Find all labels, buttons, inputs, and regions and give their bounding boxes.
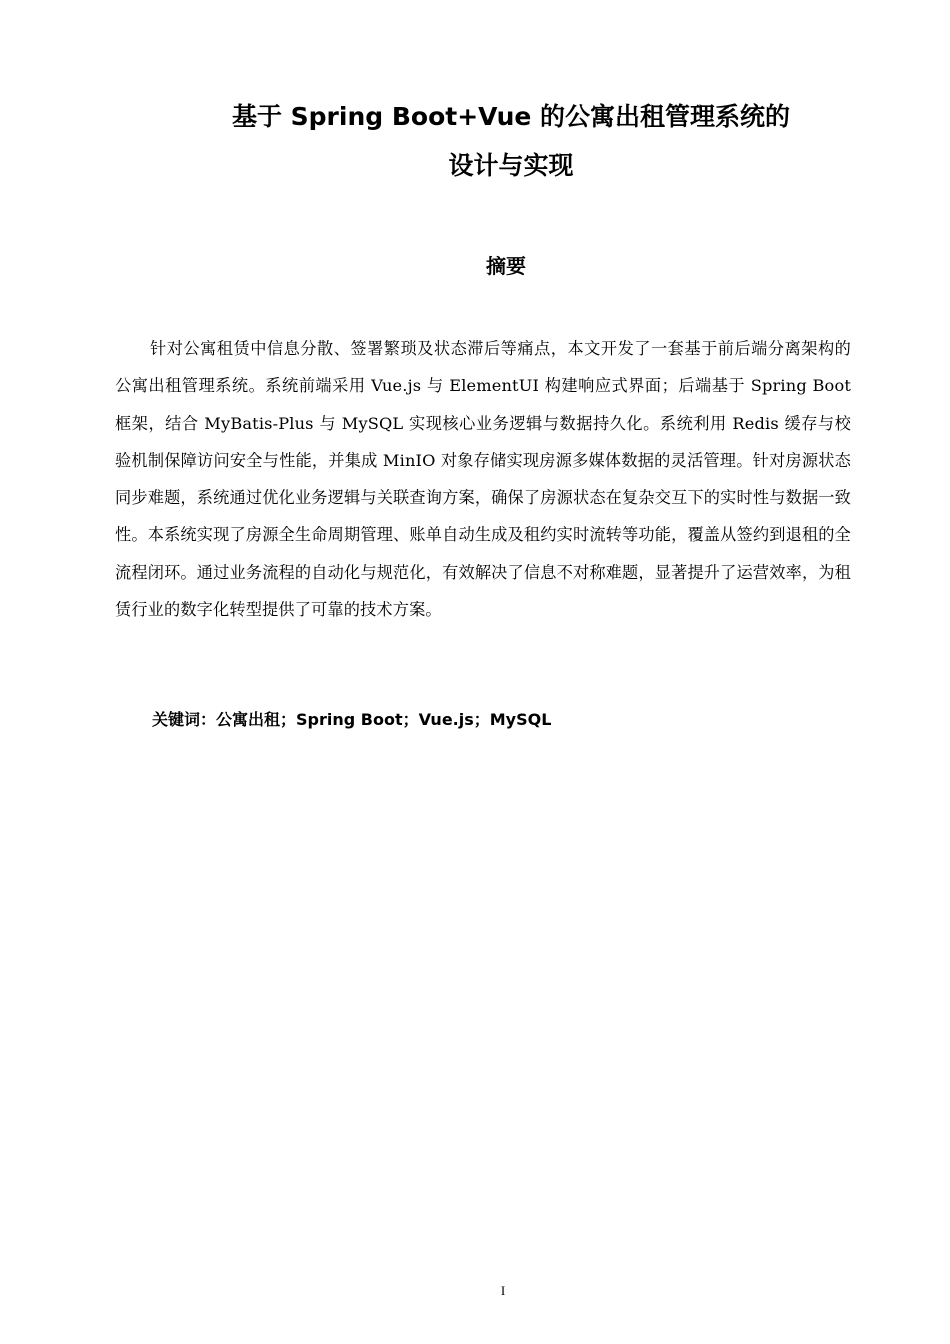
keywords-line: [152, 706, 551, 734]
abstract-body: 针对公寓租赁中信息分散、签署繁琐及状态滞后等痛点，本文开发了一套基于前后端分离架构的公寓出租管理系统。系统前端采用 Vue.js 与 ElementUI 构建响应式界面；后端基于 Spring Boot 框架，结合 MyBatis-Plus 与 MySQL 实现核心业务逻辑与数据持久化。系统利用 Redis 缓存与校验机制保障访问安全与性能，并集成 MinIO 对象存储实现房源多媒体数据的灵活管理。针对房源状态同步难题，系统通过优化业务逻辑与关联查询方案，确保了房源状态在复杂交互下的实时性与数据一致性。本系统实现了房源全生命周期管理、账单自动生成及租约实时流转等功能，覆盖从签约到退租的全流程闭环。通过业务流程的自动化与规范化，有效解决了信息不对称难题，显著提升了运营效率，为租赁行业的数字化转型提供了可靠的技术方案。: [115, 339, 851, 620]
document-title-line-2: 设计与实现: [448, 151, 574, 180]
keywords-value: 公寓出租；Spring Boot；Vue.js；MySQL: [216, 710, 552, 729]
keywords-label: 关键词：: [152, 710, 217, 729]
page-number: I: [500, 1283, 506, 1298]
document-title-line-1: 基于 Spring Boot+Vue 的公寓出租管理系统的: [231, 102, 791, 131]
abstract-heading: 摘要: [486, 254, 526, 278]
